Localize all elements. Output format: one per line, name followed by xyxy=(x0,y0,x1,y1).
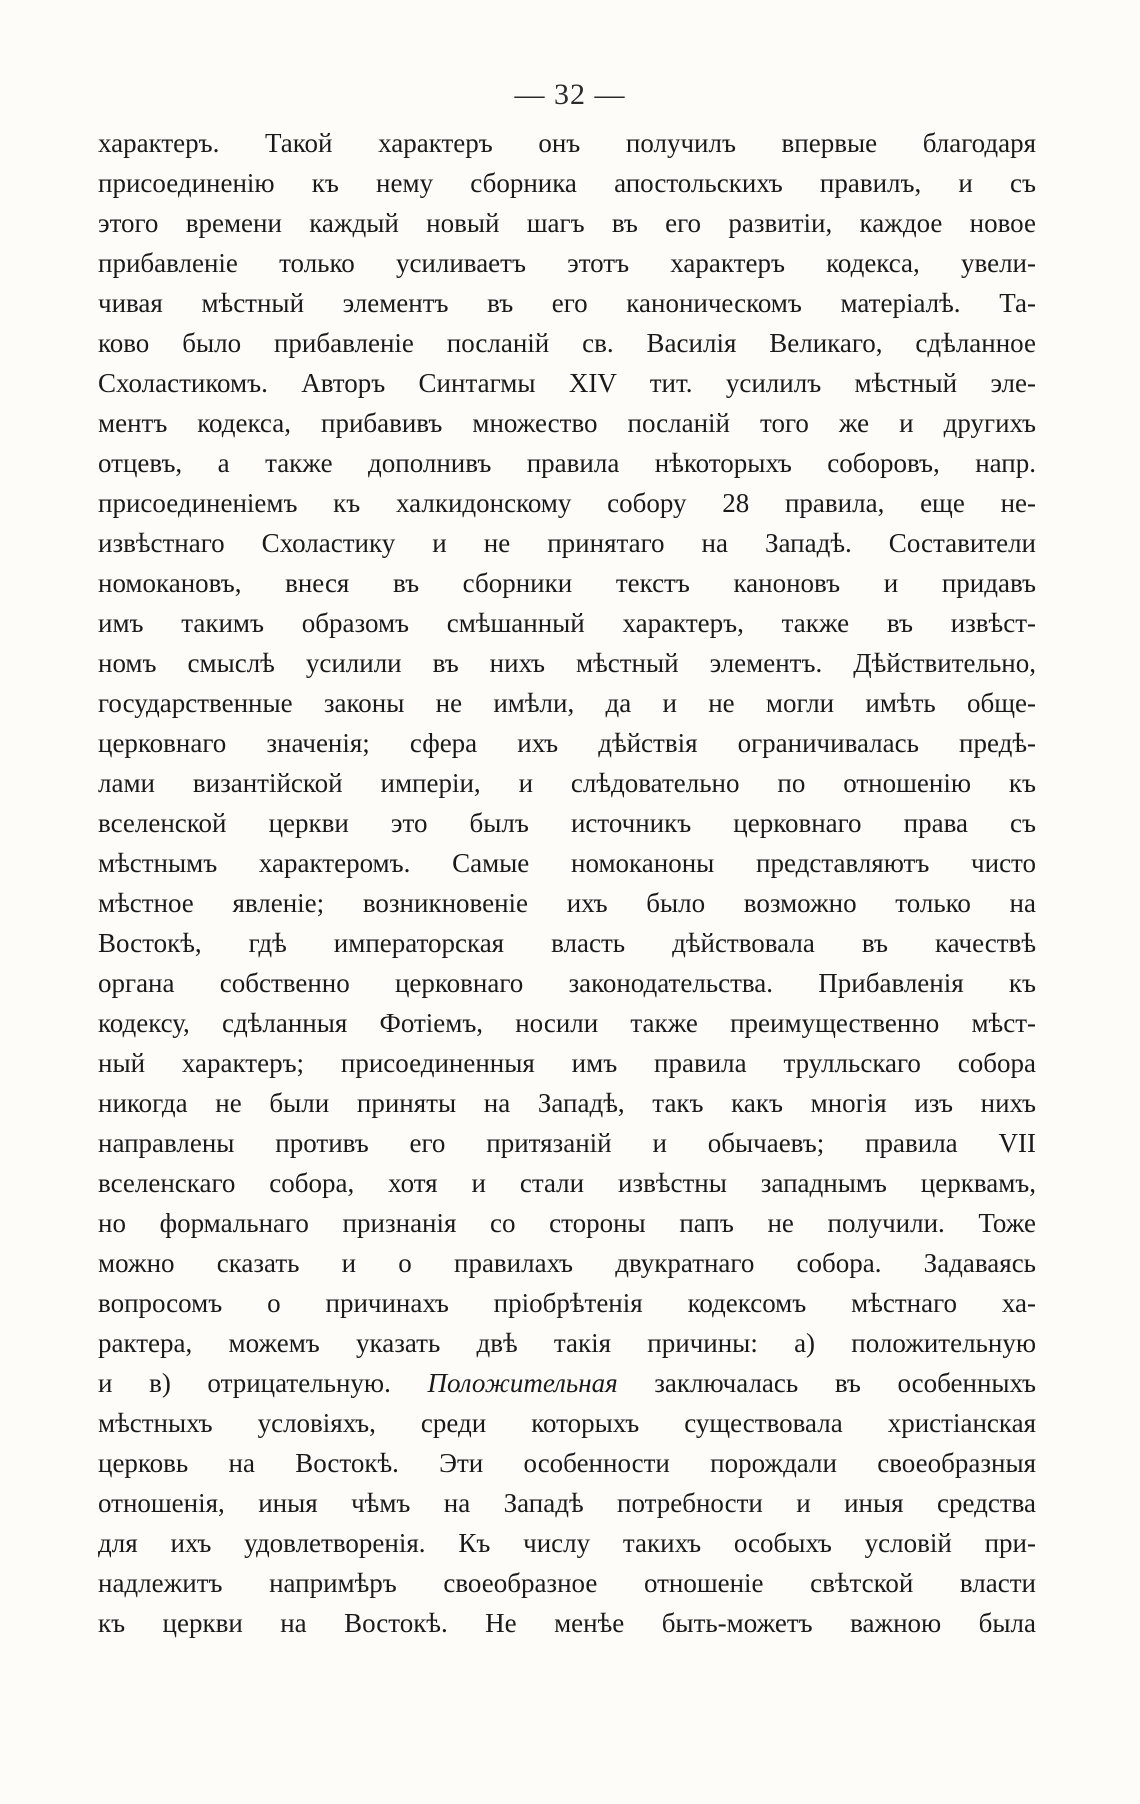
text-line: вопросомъ о причинахъ пріобрѣтенія кодексомъ мѣстнаго ха- xyxy=(98,1288,1036,1318)
text-line: отцевъ, а также дополнивъ правила нѣкоторыхъ соборовъ, напр. xyxy=(98,448,1036,478)
text-line: лами византійской имперіи, и слѣдовательно по отношенію къ xyxy=(98,768,1036,798)
text-line: надлежитъ напримѣръ своеобразное отношеніе свѣтской власти xyxy=(98,1568,1036,1598)
text-line: мѣстнымъ характеромъ. Самые номоканоны представляютъ чисто xyxy=(98,848,1036,878)
text-line: церковь на Востокѣ. Эти особенности порождали своеобразныя xyxy=(98,1448,1036,1478)
text-line: вселенскаго собора, хотя и стали извѣстны западнымъ церквамъ, xyxy=(98,1168,1036,1198)
text-line: присоединеніемъ къ халкидонскому собору 28 правила, еще не- xyxy=(98,488,1036,518)
italic-term: Положительная xyxy=(427,1368,618,1398)
text-line: номъ смыслѣ усилили въ нихъ мѣстный элементъ. Дѣйствительно, xyxy=(98,648,1036,678)
text-line: извѣстнаго Схоластику и не принятаго на Западѣ. Составители xyxy=(98,528,1036,558)
page-number: — 32 — xyxy=(514,78,626,111)
text-line: можно сказать и о правилахъ двукратнаго собора. Задаваясь xyxy=(98,1248,1036,1278)
text-line: церковнаго значенія; сфера ихъ дѣйствія ограничивалась предѣ- xyxy=(98,728,1036,758)
text-line: характеръ. Такой характеръ онъ получилъ впервые благодаря xyxy=(98,128,1036,158)
text-line: прибавленіе только усиливаетъ этотъ характеръ кодекса, увели- xyxy=(98,248,1036,278)
text-line: ментъ кодекса, прибавивъ множество посланій того же и другихъ xyxy=(98,408,1036,438)
text-line: направлены противъ его притязаній и обычаевъ; правила VII xyxy=(98,1128,1036,1158)
text-line: кодексу, сдѣланныя Фотіемъ, носили также преимущественно мѣст- xyxy=(98,1008,1036,1038)
text-line: Востокѣ, гдѣ императорская власть дѣйствовала въ качествѣ xyxy=(98,928,1036,958)
text-line: мѣстное явленіе; возникновеніе ихъ было возможно только на xyxy=(98,888,1036,918)
body-text xyxy=(98,123,1036,1643)
text-line: государственные законы не имѣли, да и не могли имѣть обще- xyxy=(98,688,1036,718)
text-line: для ихъ удовлетворенія. Къ числу такихъ особыхъ условій при- xyxy=(98,1528,1036,1558)
text-line: никогда не были приняты на Западѣ, такъ какъ многія изъ нихъ xyxy=(98,1088,1036,1118)
text-line: мѣстныхъ условіяхъ, среди которыхъ существовала христіанская xyxy=(98,1408,1036,1438)
text-line-italic-term: и в) отрицательную. Положительная заключалась въ особенныхъ xyxy=(98,1368,1036,1398)
text-line: номокановъ, внеся въ сборники текстъ каноновъ и придавъ xyxy=(98,568,1036,598)
text-line: этого времени каждый новый шагъ въ его развитіи, каждое новое xyxy=(98,208,1036,238)
text-line: органа собственно церковнаго законодательства. Прибавленія къ xyxy=(98,968,1036,998)
text-line: имъ такимъ образомъ смѣшанный характеръ, также въ извѣст- xyxy=(98,608,1036,638)
text-line: но формальнаго признанія со стороны папъ не получили. Тоже xyxy=(98,1208,1036,1238)
text-line: вселенской церкви это былъ источникъ церковнаго права съ xyxy=(98,808,1036,838)
text-line: присоединенію къ нему сборника апостольскихъ правилъ, и съ xyxy=(98,168,1036,198)
text-line: чивая мѣстный элементъ въ его каноническомъ матеріалѣ. Та- xyxy=(98,288,1036,318)
text-line: ный характеръ; присоединенныя имъ правила трулльскаго собора xyxy=(98,1048,1036,1078)
text-line: къ церкви на Востокѣ. Не менѣе быть-можетъ важною была xyxy=(98,1608,1036,1638)
text-line: отношенія, иныя чѣмъ на Западѣ потребности и иныя средства xyxy=(98,1488,1036,1518)
text-line: Схоластикомъ. Авторъ Синтагмы XIV тит. усилилъ мѣстный эле- xyxy=(98,368,1036,398)
text-line: ково было прибавленіе посланій св. Василія Великаго, сдѣланное xyxy=(98,328,1036,358)
text-line: рактера, можемъ указать двѣ такія причины: а) положительную xyxy=(98,1328,1036,1358)
